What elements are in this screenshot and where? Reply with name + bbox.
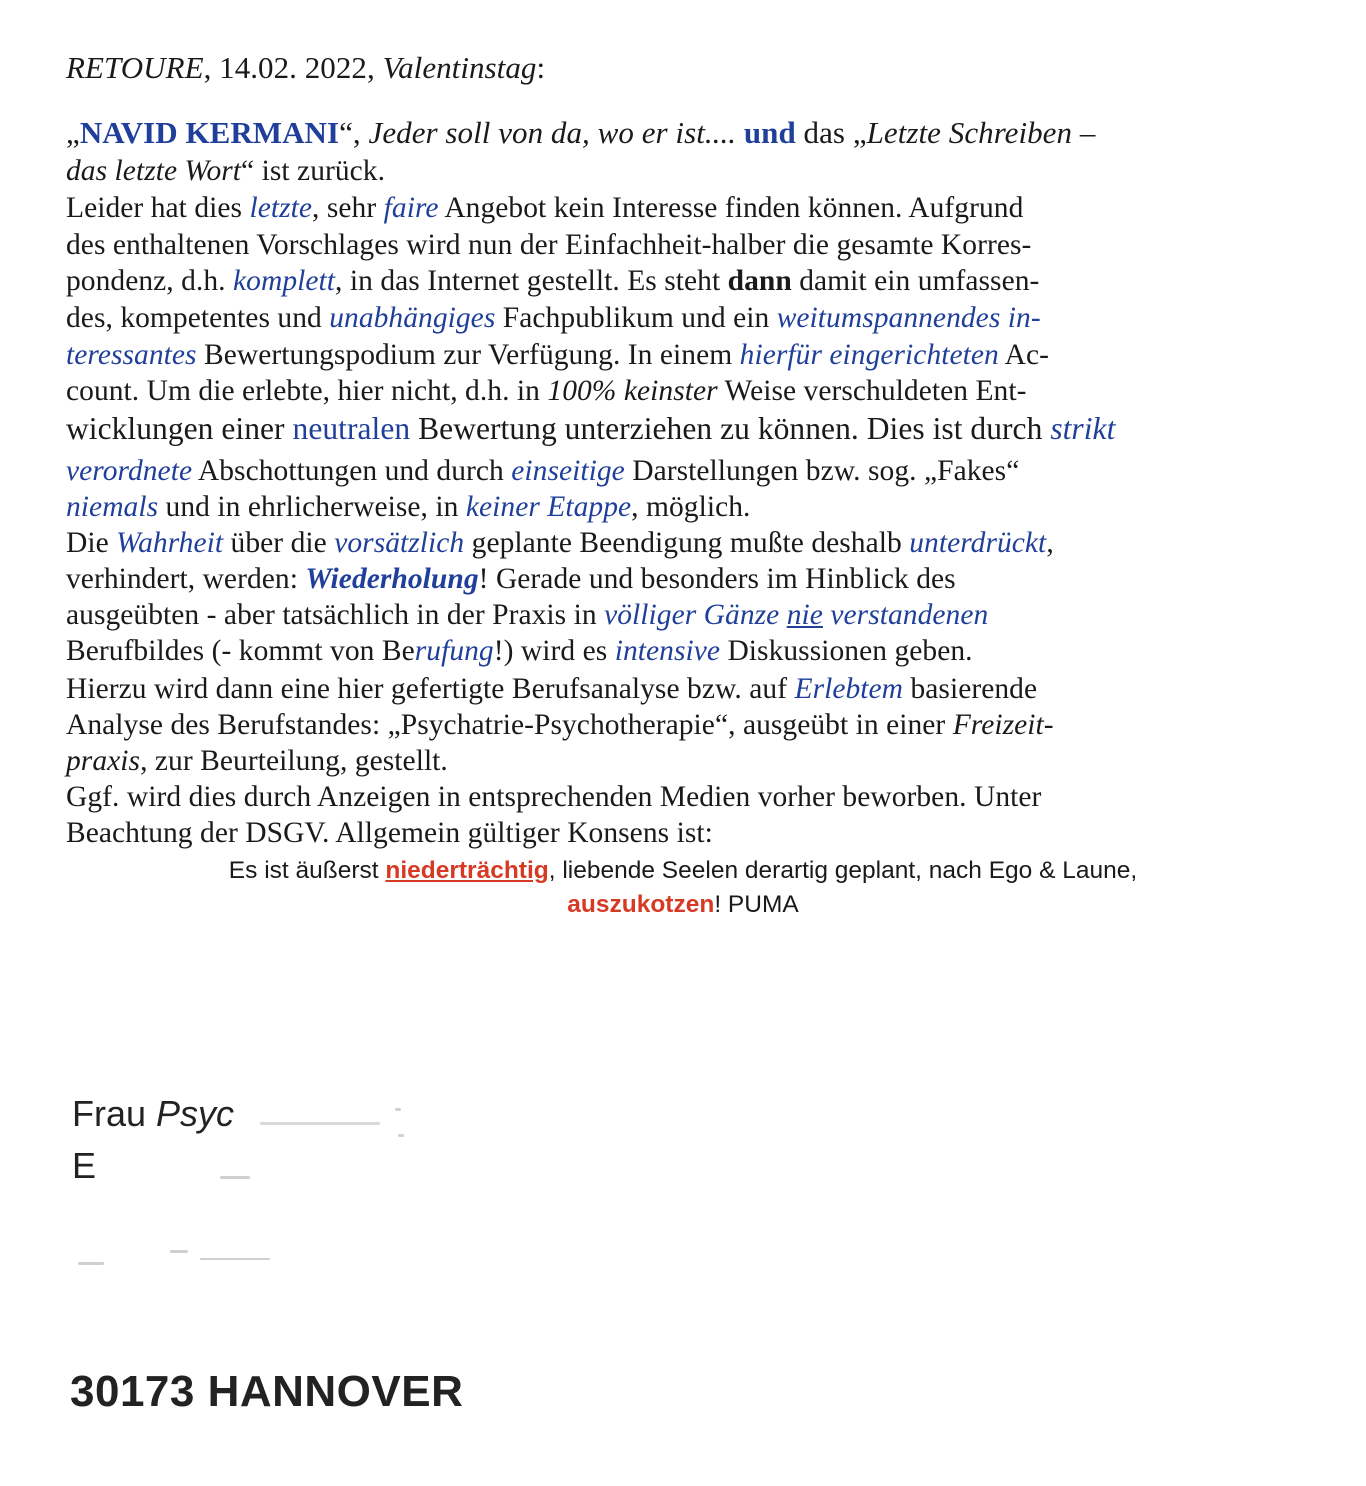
address-city: 30173 HANNOVER	[70, 1367, 464, 1416]
highlight-word-2: auszukotzen	[567, 891, 715, 918]
retoure-label: RETOURE	[66, 50, 204, 85]
redaction-mark	[78, 1262, 104, 1265]
redaction-mark	[395, 1108, 401, 1111]
text-line-9: wicklungen einer neutralen Bewertung unterziehen zu können. Dies ist durch strikt	[66, 411, 1116, 446]
address-salutation: Frau Psyc	[72, 1093, 235, 1134]
text-line-19: Ggf. wird dies durch Anzeigen in entsprechenden Medien vorher beworben. Unter	[66, 781, 1042, 813]
date: , 14.02. 2022,	[203, 50, 383, 85]
redaction-mark	[220, 1176, 250, 1179]
header-line: RETOURE, 14.02. 2022, Valentinstag:	[66, 50, 546, 85]
occasion: Valentinstag	[382, 50, 537, 85]
redaction-mark	[170, 1250, 188, 1253]
text-line-1: „NAVID KERMANI“, Jeder soll von da, wo er ist.... und das „Letzte Schreiben –	[66, 115, 1096, 150]
text-line-5: pondenz, d.h. komplett, in das Internet gestellt. Es steht dann damit ein umfassen-	[66, 265, 1040, 297]
text-line-3: Leider hat dies letzte, sehr faire Angebot kein Interesse finden können. Aufgrund	[66, 192, 1024, 224]
text-line-7: teressantes Bewertungspodium zur Verfügung. In einem hierfür eingerichteten Ac-	[66, 339, 1049, 371]
redaction-mark	[398, 1134, 404, 1137]
text-line-2: das letzte Wort“ ist zurück.	[66, 155, 386, 187]
redaction-mark	[200, 1258, 270, 1260]
consensus-line-2: auszukotzen! PUMA	[567, 891, 799, 918]
text-line-4: des enthaltenen Vorschlages wird nun der Einfachheit-halber die gesamte Korres-	[66, 229, 1032, 261]
text-line-12: Die Wahrheit über die vorsätzlich geplante Beendigung mußte deshalb unterdrückt,	[66, 527, 1054, 559]
consensus-line-1: Es ist äußerst niederträchtig, liebende Seelen derartig geplant, nach Ego & Laune,	[228, 857, 1138, 884]
text-line-8: count. Um die erlebte, hier nicht, d.h. in 100% keinster Weise verschuldeten Ent-	[66, 375, 1027, 407]
text-line-16: Hierzu wird dann eine hier gefertigte Berufsanalyse bzw. auf Erlebtem basierende	[66, 673, 1038, 705]
highlight-word: niederträchtig	[385, 857, 549, 884]
text-line-18: praxis, zur Beurteilung, gestellt.	[66, 745, 448, 777]
text-line-13: verhindert, werden: Wiederholung! Gerade und besonders im Hinblick des	[66, 563, 956, 595]
text-line-20: Beachtung der DSGV. Allgemein gültiger Konsens ist:	[66, 817, 713, 849]
text-line-10: verordnete Abschottungen und durch einseitige Darstellungen bzw. sog. „Fakes“	[66, 455, 1020, 487]
book-title: Jeder soll von da, wo er ist....	[368, 115, 737, 150]
text-line-15: Berufbildes (- kommt von Berufung!) wird es intensive Diskussionen geben.	[66, 635, 973, 667]
author-name: NAVID KERMANI	[79, 115, 340, 150]
text-line-11: niemals und in ehrlicherweise, in keiner Etappe, möglich.	[66, 491, 751, 523]
text-line-14: ausgeübten - aber tatsächlich in der Praxis in völliger Gänze nie verstandenen	[66, 599, 989, 631]
text-line-17: Analyse des Berufstandes: „Psychatrie-Psychotherapie“, ausgeübt in einer Freizeit-	[66, 709, 1054, 741]
redaction-mark	[260, 1122, 380, 1125]
text-line-6: des, kompetentes und unabhängiges Fachpublikum und ein weitumspannendes in-	[66, 302, 1041, 334]
address-name-fragment: Psyc	[156, 1093, 235, 1134]
address-street-initial: E	[72, 1145, 97, 1186]
